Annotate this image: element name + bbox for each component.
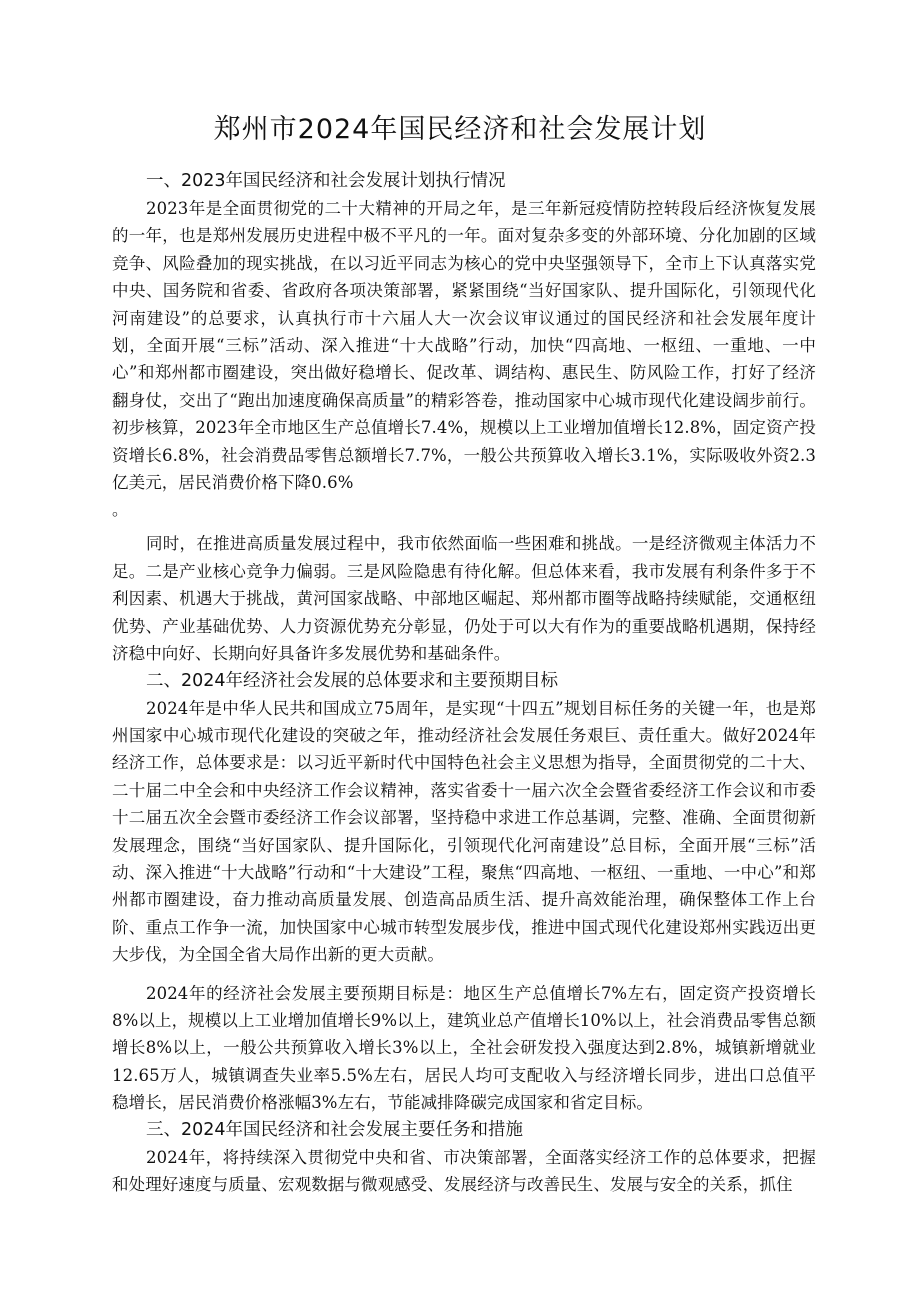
stray-punctuation-mark: 。 — [112, 500, 129, 520]
section-1-paragraph-1: 2023年是全面贯彻党的二十大精神的开局之年，是三年新冠疫情防控转段后经济恢复发展的一年，也是郑州发展历史进程中极不平凡的一年。面对复杂多变的外部环境、分化加剧的区域竞争、风险叠加的现实挑战，在以习近平同志为核心的党中央坚强领导下，全市上下认真落实党中央、国务院和省委、省政府各项决策部署，紧紧围绕“当好国家队、提升国际化，引领现代化河南建设”的总要求，认真执行市十六届人大一次会议审议通过的国民经济和社会发展年度计划，全面开展“三标”活动、深入推进“十大战略”行动，加快“四高地、一枢纽、一重地、一中心”和郑州都市圈建设，突出做好稳增长、促改革、调结构、惠民生、防风险工作，打好了经济翻身仗，交出了“跑出加速度确保高质量”的精彩答卷，推动国家中心城市现代化建设阔步前行。初步核算，2023年全市地区生产总值增长7.4%，规模以上工业增加值增长12.8%，固定资产投资增长6.8%，社会消费品零售总额增长7.7%，一般公共预算收入增长3.1%，实际吸收外资2.3亿美元，居民消费价格下降0.6% — [112, 199, 816, 493]
paragraph-gap — [112, 969, 816, 980]
section-1-paragraph-2: 同时，在推进高质量发展过程中，我市依然面临一些困难和挑战。一是经济微观主体活力不足。二是产业核心竞争力偏弱。三是风险隐患有待化解。但总体来看，我市发展有利条件多于不利因素、机遇大于挑战，黄河国家战略、中部地区崛起、郑州都市圈等战略持续赋能，交通枢纽优势、产业基础优势、人力资源优势充分彰显，仍处于可以大有作为的重要战略机遇期，保持经济稳中向好、长期向好具备许多发展优势和基础条件。 — [112, 534, 816, 664]
section-2-paragraph-2: 2024年的经济社会发展主要预期目标是：地区生产总值增长7%左右，固定资产投资增长8%以上，规模以上工业增加值增长9%以上，建筑业总产值增长10%以上，社会消费品零售总额增长8%以上，一般公共预算收入增长3%以上，全社会研发投入强度达到2.8%，城镇新增就业12.65万人，城镇调查失业率5.5%左右，居民人均可支配收入与经济增长同步，进出口总值平稳增长，居民消费价格涨幅3%左右，节能减排降碳完成国家和省定目标。 — [112, 983, 816, 1113]
section-heading-1: 一、2023年国民经济和社会发展计划执行情况 — [146, 171, 506, 191]
document-body — [112, 168, 816, 1198]
section-heading-3: 三、2024年国民经济和社会发展主要任务和措施 — [146, 1119, 524, 1140]
section-2-paragraph-1: 2024年是中华人民共和国成立75周年，是实现“十四五”规划目标任务的关键一年，也是郑州国家中心城市现代化建设的突破之年，推动经济社会发展任务艰巨、责任重大。做好2024年经济工作，总体要求是：以习近平新时代中国特色社会主义思想为指导，全面贯彻党的二十大、二十届二中全会和中央经济工作会议精神，落实省委十一届六次全会暨省委经济工作会议和市委十二届五次全会暨市委经济工作会议部署，坚持稳中求进工作总基调，完整、准确、全面贯彻新发展理念，围绕“当好国家队、提升国际化，引领现代化河南建设”总目标，全面开展“三标”活动、深入推进“十大战略”行动和“十大建设”工程，聚焦“四高地、一枢纽、一重地、一中心”和郑州都市圈建设，奋力推动高质量发展、创造高品质生活、提升高效能治理，确保整体工作上台阶、重点工作争一流，加快国家中心城市转型发展步伐，推进中国式现代化建设郑州实践迈出更大步伐，为全国全省大局作出新的更大贡献。 — [112, 698, 816, 965]
section-3-paragraph-1: 2024年，将持续深入贯彻党中央和省、市决策部署，全面落实经济工作的总体要求，把握和处理好速度与质量、宏观数据与微观感受、发展经济与改善民生、发展与安全的关系，抓住 — [112, 1147, 816, 1194]
section-heading-2: 二、2024年经济社会发展的总体要求和主要预期目标 — [146, 670, 559, 691]
document-title: 郑州市2024年国民经济和社会发展计划 — [213, 114, 707, 145]
